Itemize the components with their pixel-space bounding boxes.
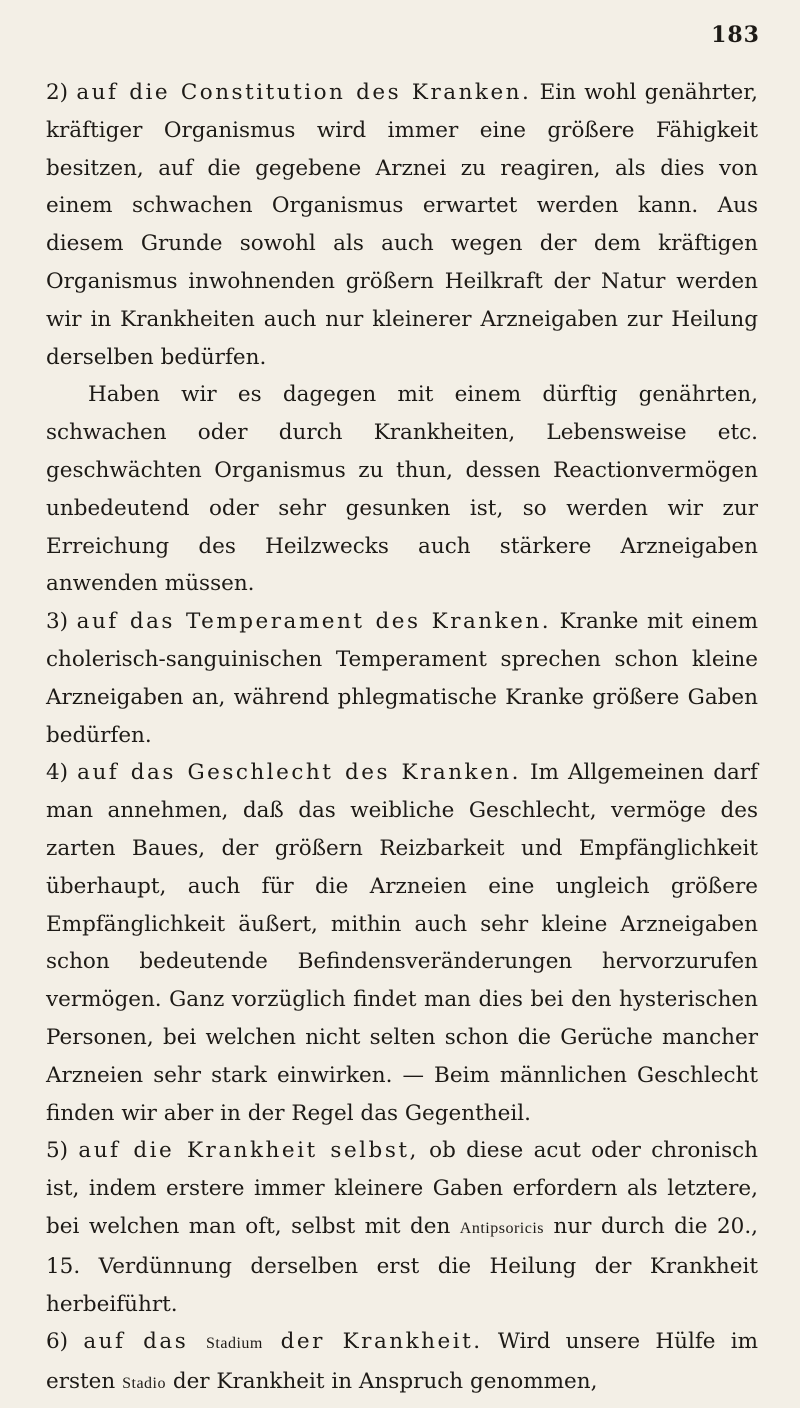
paragraph-text: Im Allgemeinen darf man annehmen, daß das weibliche Geschlecht, vermöge des zarten Baues, der größern Reizbarkeit und Empfänglichkeit überhaupt, auch für die Arzneien eine ungleich größere Empfänglichkeit äußert, mithin auch sehr kleine Arzneigaben schon bedeutende Befindensveränderungen hervorzurufen vermögen. Ganz vorzüglich findet man dies bei den hysterischen Personen, bei welchen nicht selten schon die Gerüche mancher Arzneien sehr stark einwirken. — Beim männlichen Geschlecht finden wir aber in der Regel das Gegentheil. — [46, 760, 759, 1126]
item-number: 4) — [46, 760, 78, 786]
paragraph-temperament — [46, 603, 758, 754]
paragraph-text: nur durch die 20., 15. Verdünnung derselben erst die Heilung der Krankheit herbeiführt. — [46, 1213, 758, 1317]
item-heading: auf das Temperament des Kranken. — [76, 609, 552, 635]
item-number: 3) — [46, 609, 77, 635]
paragraph-stadium — [46, 1323, 758, 1403]
page-number: 183 — [711, 22, 760, 48]
paragraph-disease — [46, 1132, 758, 1323]
item-number: 6) — [46, 1329, 84, 1355]
item-number: 5) — [46, 1138, 79, 1164]
item-heading: der Krankheit. — [262, 1329, 483, 1355]
paragraph-text: der Krankheit in Anspruch genommen, — [165, 1369, 598, 1395]
item-heading: auf die Krankheit selbst, — [78, 1138, 419, 1164]
paragraph-constitution — [46, 74, 758, 376]
paragraph-text: Kranke mit einem cholerisch-sanguinischen Temperament sprechen schon kleine Arzneigaben an, während phlegmatische Kranke größere Gaben bedürfen. — [46, 609, 758, 748]
latin-term: Antipsoricis — [459, 1219, 545, 1237]
paragraph-text: ob diese acut oder chronisch ist, indem erstere immer kleinere Gaben erfordern als letztere, bei welchen man oft, selbst mit den — [46, 1138, 759, 1239]
paragraph-text: Haben wir es dagegen mit einem dürftig genährten, schwachen oder durch Krankheiten, Lebensweise etc. geschwächten Organismus zu thun, dessen Reactionvermögen unbedeutend oder sehr gesunken ist, so werden wir zur Erreichung des Heilzwecks auch stärkere Arzneigaben anwenden müssen. — [46, 382, 758, 597]
item-heading: auf die Constitution des Kranken. — [76, 80, 532, 105]
body-text — [46, 74, 758, 1403]
latin-term: Stadium — [206, 1335, 263, 1353]
paragraph-weak-organism — [46, 376, 758, 603]
item-number: 2) — [46, 80, 77, 105]
paragraph-sex — [46, 754, 758, 1132]
paragraph-text: Ein wohl genährter, kräftiger Organismus wird immer eine größere Fähigkeit besitzen, auf die gegebene Arznei zu reagiren, als dies von einem schwachen Organismus erwartet werden kann. Aus diesem Grunde sowohl als auch wegen der dem kräftigen Organismus inwohnenden größern Heilkraft der Natur werden wir in Krankheiten auch nur kleinerer Arzneigaben zur Heilung derselben bedürfen. — [46, 80, 758, 370]
item-heading: auf das Geschlecht des Kranken. — [77, 760, 521, 786]
latin-term: Stadio — [122, 1375, 166, 1393]
paragraph-text: Wird unsere Hülfe im ersten — [46, 1329, 759, 1395]
item-heading: auf das — [83, 1329, 207, 1355]
